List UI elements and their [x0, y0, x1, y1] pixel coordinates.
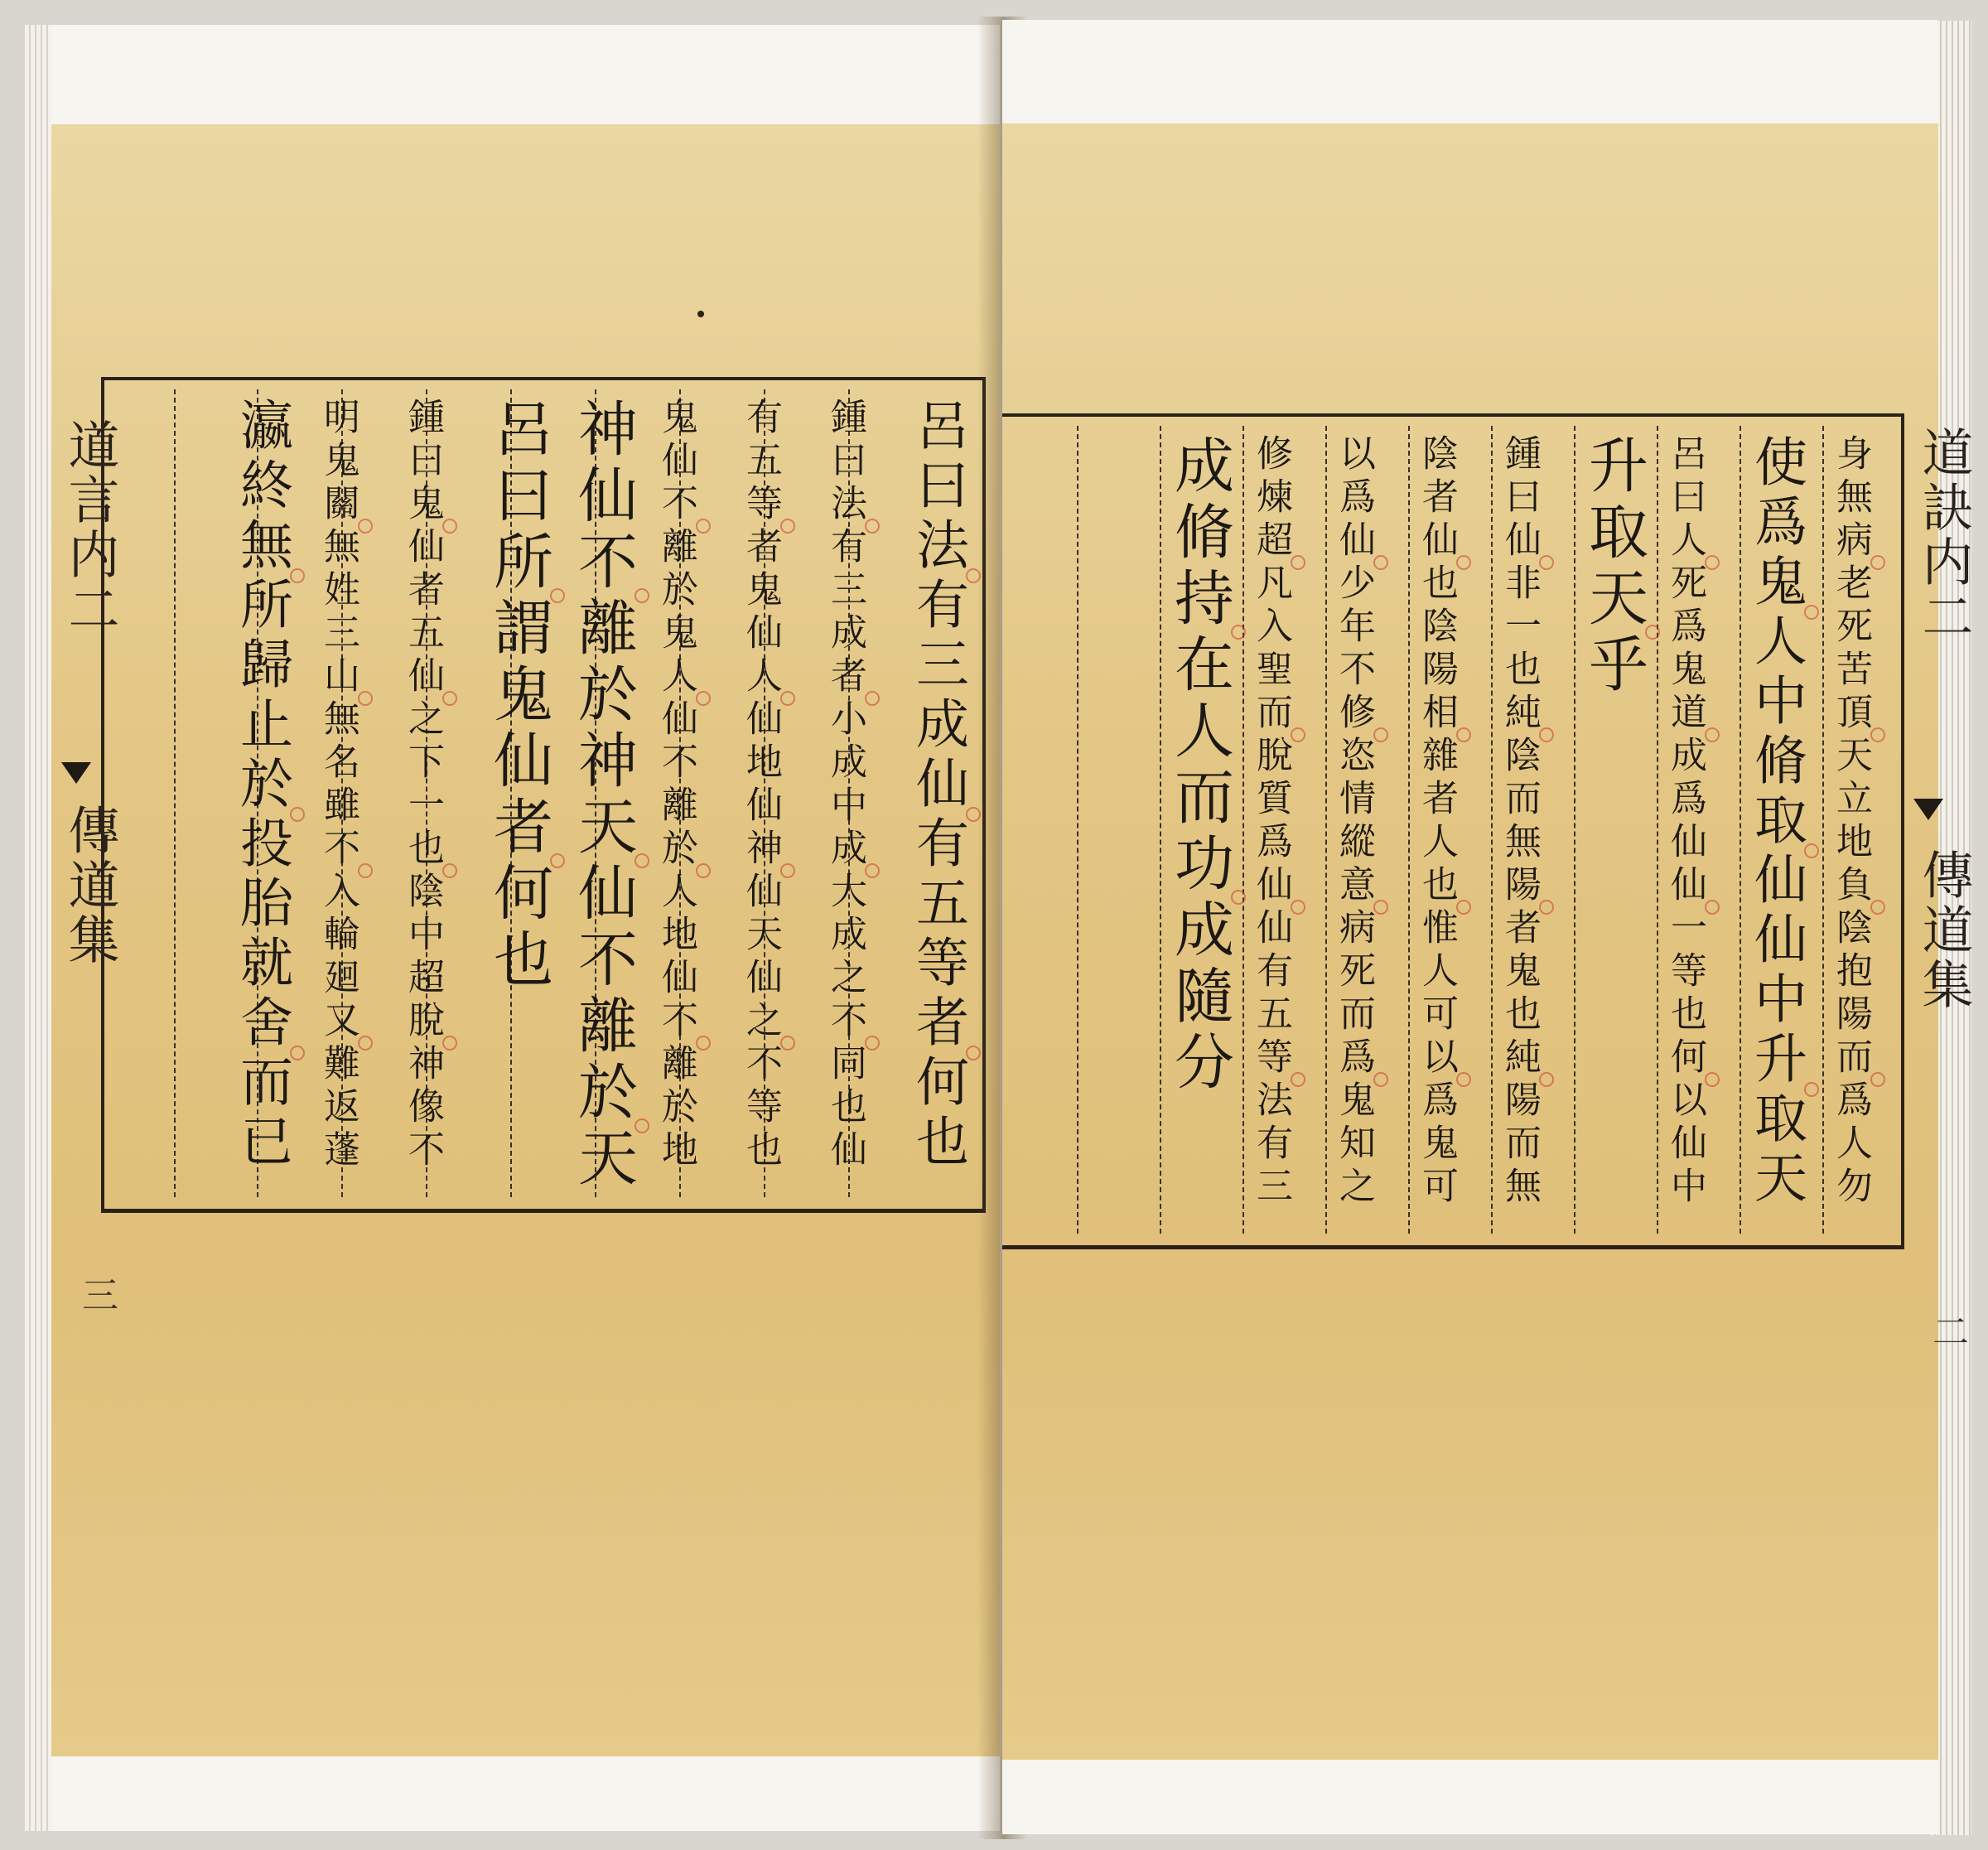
punctuation-mark: [358, 863, 373, 878]
text-column-8: 明鬼關無姓三山無名雖不入輪廻又難返蓬: [317, 398, 359, 1173]
column-rule: [1077, 426, 1078, 1234]
left-margin-collection: 傳道集: [60, 804, 120, 968]
column-rule: [1740, 426, 1741, 1234]
column-rule: [1242, 426, 1244, 1234]
punctuation-mark: [1231, 890, 1246, 905]
right-margin-title: 道訣内二: [1913, 426, 1974, 645]
punctuation-mark: [696, 863, 711, 878]
left-folio-number: 三: [75, 1276, 118, 1312]
punctuation-mark: [1539, 555, 1554, 570]
punctuation-mark: [550, 853, 565, 868]
column-rule: [1325, 426, 1327, 1234]
text-column-9: 瀛終無所歸止於投胎就舍而已: [231, 398, 292, 1173]
punctuation-mark: [442, 519, 457, 534]
punctuation-mark: [1291, 900, 1305, 915]
punctuation-mark: [865, 519, 880, 534]
column-rule: [1657, 426, 1658, 1234]
punctuation-mark: [442, 1036, 457, 1051]
punctuation-mark: [1870, 727, 1885, 742]
punctuation-mark: [696, 691, 711, 706]
text-column-9: 成脩持在人而功成隨分: [1165, 434, 1234, 1097]
punctuation-mark: [1804, 843, 1819, 858]
punctuation-mark: [550, 588, 565, 603]
punctuation-mark: [1539, 1072, 1554, 1087]
punctuation-mark: [442, 863, 457, 878]
punctuation-mark: [1705, 900, 1720, 915]
text-column-8: 修煉超凡入聖而脫質爲仙仙有五等法有三: [1250, 434, 1292, 1210]
punctuation-mark: [1870, 555, 1885, 570]
fishtail-mark: [1913, 799, 1943, 820]
punctuation-mark: [290, 568, 305, 583]
text-column-3: 有五等者鬼仙人仙地仙神仙天仙之不等也: [740, 398, 782, 1173]
fishtail-mark: [61, 762, 91, 784]
punctuation-mark: [442, 691, 457, 706]
punctuation-mark: [290, 807, 305, 822]
punctuation-mark: [1456, 900, 1471, 915]
column-rule: [174, 389, 176, 1197]
punctuation-mark: [1539, 900, 1554, 915]
punctuation-mark: [1291, 1072, 1305, 1087]
ink-speck: [697, 311, 704, 317]
punctuation-mark: [865, 1036, 880, 1051]
punctuation-mark: [1231, 625, 1246, 640]
text-column-1: 身無病老死苦頂天立地負陰抱陽而爲人勿: [1830, 434, 1872, 1210]
punctuation-mark: [290, 1046, 305, 1060]
text-column-3: 呂曰人死爲鬼道成爲仙仙一等也何以仙中: [1664, 434, 1706, 1210]
right-folio-number: 二: [1926, 1312, 1968, 1349]
punctuation-mark: [1373, 555, 1388, 570]
punctuation-mark: [1870, 900, 1885, 915]
punctuation-mark: [780, 519, 795, 534]
text-column-6: 呂曰所謂鬼仙者何也: [484, 398, 553, 994]
column-rule: [1408, 426, 1410, 1234]
right-margin-collection: 傳道集: [1913, 848, 1974, 1012]
punctuation-mark: [1456, 555, 1471, 570]
punctuation-mark: [358, 691, 373, 706]
punctuation-mark: [1456, 727, 1471, 742]
text-column-4: 升取天乎: [1579, 434, 1648, 699]
punctuation-mark: [358, 1036, 373, 1051]
text-column-5: 鍾曰仙非一也純陰而無陽者鬼也純陽而無: [1498, 434, 1541, 1210]
punctuation-mark: [1645, 625, 1660, 640]
punctuation-mark: [865, 691, 880, 706]
punctuation-mark: [1373, 727, 1388, 742]
left-margin-title: 道言内二: [60, 418, 120, 637]
punctuation-mark: [1705, 1072, 1720, 1087]
text-column-1: 呂曰法有三成仙有五等者何也: [907, 398, 968, 1173]
text-column-7: 以爲仙少年不修恣情縱意病死而爲鬼知之: [1333, 434, 1375, 1210]
punctuation-mark: [1539, 727, 1554, 742]
left-page: [51, 25, 1000, 1831]
punctuation-mark: [635, 588, 649, 603]
punctuation-mark: [780, 691, 795, 706]
punctuation-mark: [1870, 1072, 1885, 1087]
text-column-2: 使爲鬼人中脩取仙仙中升取天: [1745, 434, 1807, 1210]
text-column-2: 鍾曰法有三成者小成中成大成之不同也仙: [824, 398, 866, 1173]
punctuation-mark: [1373, 900, 1388, 915]
column-rule: [1574, 426, 1575, 1234]
punctuation-mark: [1291, 727, 1305, 742]
punctuation-mark: [1291, 555, 1305, 570]
punctuation-mark: [635, 1118, 649, 1133]
text-column-5: 神仙不離於神天仙不離於天: [568, 398, 638, 1193]
punctuation-mark: [780, 1036, 795, 1051]
punctuation-mark: [1456, 1072, 1471, 1087]
punctuation-mark: [358, 519, 373, 534]
punctuation-mark: [696, 1036, 711, 1051]
text-column-4: 鬼仙不離於鬼人仙不離於人地仙不離於地: [655, 398, 697, 1173]
punctuation-mark: [1705, 727, 1720, 742]
column-rule: [1491, 426, 1493, 1234]
punctuation-mark: [865, 863, 880, 878]
punctuation-mark: [1804, 605, 1819, 620]
column-rule: [1822, 426, 1824, 1234]
punctuation-mark: [696, 519, 711, 534]
punctuation-mark: [1804, 1082, 1819, 1097]
punctuation-mark: [1705, 555, 1720, 570]
text-column-7: 鍾曰鬼仙者五仙之下一也陰中超脫神像不: [402, 398, 444, 1173]
punctuation-mark: [635, 853, 649, 868]
text-column-6: 陰者仙也陰陽相雜者人也惟人可以爲鬼可: [1416, 434, 1458, 1210]
right-page: [1002, 20, 1974, 1834]
column-rule: [1160, 426, 1161, 1234]
punctuation-mark: [780, 863, 795, 878]
punctuation-mark: [1373, 1072, 1388, 1087]
